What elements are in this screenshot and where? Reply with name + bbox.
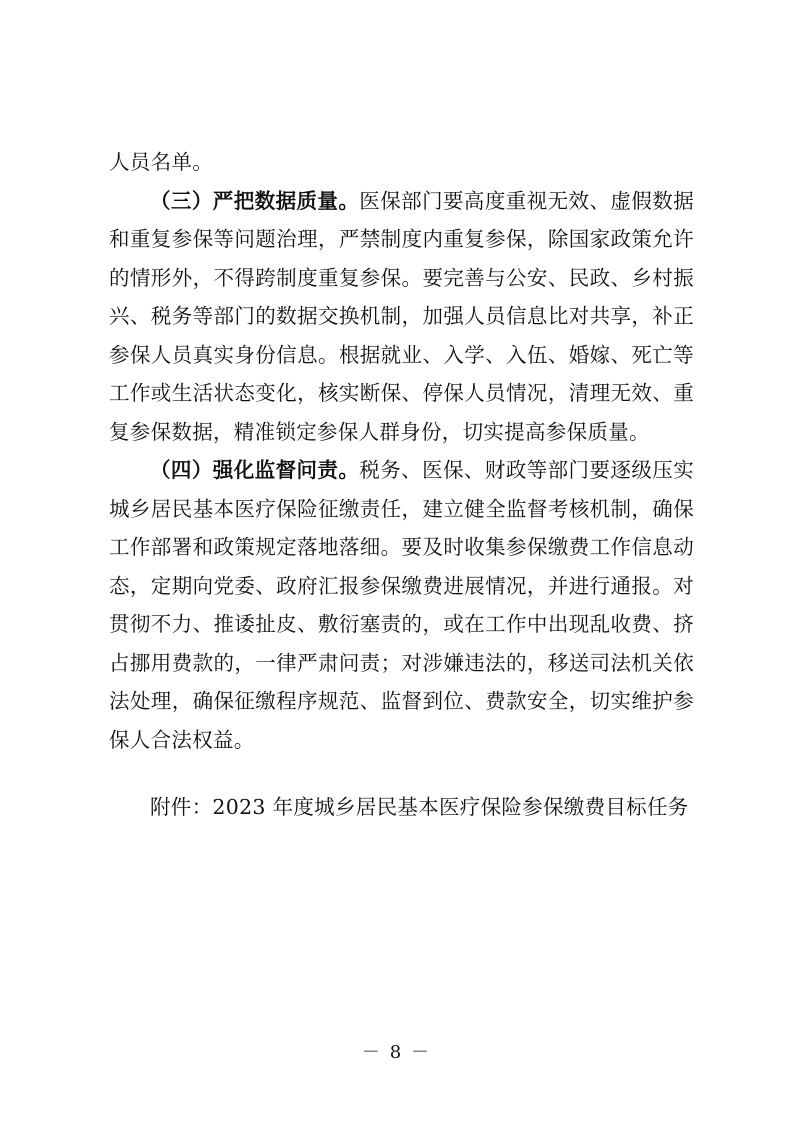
attachment-line: 附件：2023 年度城乡居民基本医疗保险参保缴费目标任务 [150,795,689,819]
paragraph-text: 医保部门要高度重视无效、虚假数据和重复参保等问题治理，严禁制度内重复参保，除国家政策允许的情形外，不得跨制度重复参保。要完善与公安、民政、乡村振兴、税务等部门的数据交换机制，加强人员信息比对共享，补正参保人员真实身份信息。根据就业、入学、入伍、婚嫁、死亡等工作或生活状态变化，核实断保、停保人员情况，清理无效、重复参保数据，精准锁定参保人群身份，切实提高参保质量。 [109,188,694,444]
section-heading-data-quality: （三）严把数据质量。 [150,188,360,213]
paragraph-supervision [109,451,694,759]
paragraph-data-quality [109,182,694,452]
paragraph-text: 税务、医保、财政等部门要逐级压实城乡居民基本医疗保险征缴责任，建立健全监督考核机制，确保工作部署和政策规定落地落细。要及时收集参保缴费工作信息动态，定期向党委、政府汇报参保缴费进展情况，并进行通报。对贯彻不力、推诿扯皮、敷衍塞责的，或在工作中出现乱收费、挤占挪用费款的，一律严肃问责；对涉嫌违法的，移送司法机关依法处理，确保征缴程序规范、监督到位、费款安全，切实维护参保人合法权益。 [109,458,694,752]
page-number: － 8 － [362,1042,431,1063]
section-heading-supervision: （四）强化监督问责。 [150,458,360,482]
body-text [109,143,694,759]
paragraph-continuation [109,143,694,182]
paragraph-text: 人员名单。 [109,150,213,174]
